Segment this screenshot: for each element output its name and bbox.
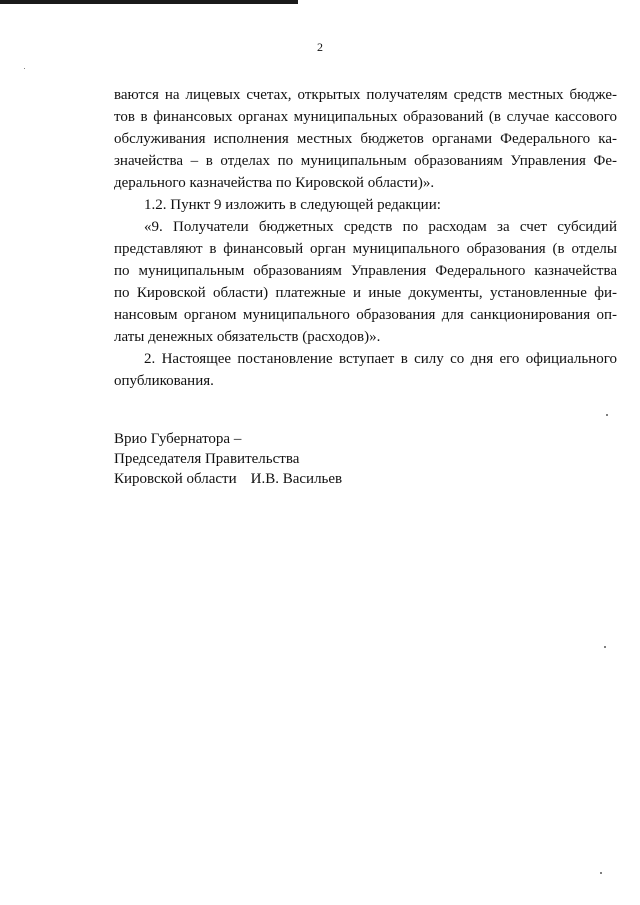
scan-border-artifact xyxy=(0,0,298,4)
signer-title-line: Председателя Правительства xyxy=(114,451,300,467)
paragraph-item-1-2 xyxy=(114,194,617,216)
text-line: латы денежных обязательств (расходов)». xyxy=(114,329,381,345)
text-line: обслуживания исполнения местных бюджетов органами Федерального ка- xyxy=(114,131,617,147)
scan-speck xyxy=(600,872,602,874)
paragraph-continuation xyxy=(114,84,617,194)
paragraph-item-9 xyxy=(114,216,617,348)
signer-title-line xyxy=(114,469,342,489)
text-line: по муниципальным образованиям Управления Федерального казначейства xyxy=(114,263,617,279)
text-line: нансовым органом муниципального образования для санкционирования оп- xyxy=(114,307,617,323)
text-line: значейства – в отделах по муниципальным образованиям Управления Фе- xyxy=(114,153,617,169)
scan-speck xyxy=(604,646,606,648)
paragraph-item-2 xyxy=(114,348,617,392)
page-number: 2 xyxy=(317,40,323,54)
signature-block xyxy=(114,429,342,489)
text-line: «9. Получатели бюджетных средств по расходам за счет субсидий xyxy=(144,219,617,235)
signer-title-line: Врио Губернатора – xyxy=(114,431,242,447)
text-line: тов в финансовых органах муниципальных образований (в случае кассового xyxy=(114,109,617,125)
text-line: представляют в финансовый орган муниципального образования (в отделы xyxy=(114,241,617,257)
signer-name: И.В. Васильев xyxy=(250,471,343,487)
text-line: по Кировской области) платежные и иные документы, установленные фи- xyxy=(114,285,617,301)
scan-speck xyxy=(24,68,25,69)
text-line: дерального казначейства по Кировской области)». xyxy=(114,175,435,191)
text-line: 2. Настоящее постановление вступает в силу со дня его официального xyxy=(144,351,617,367)
text-line: 1.2. Пункт 9 изложить в следующей редакции: xyxy=(144,197,441,213)
scan-speck xyxy=(606,414,608,416)
text-line: опубликования. xyxy=(114,373,214,389)
text-line: ваются на лицевых счетах, открытых получателям средств местных бюдже- xyxy=(114,87,617,103)
signer-region: Кировской области xyxy=(114,471,237,487)
